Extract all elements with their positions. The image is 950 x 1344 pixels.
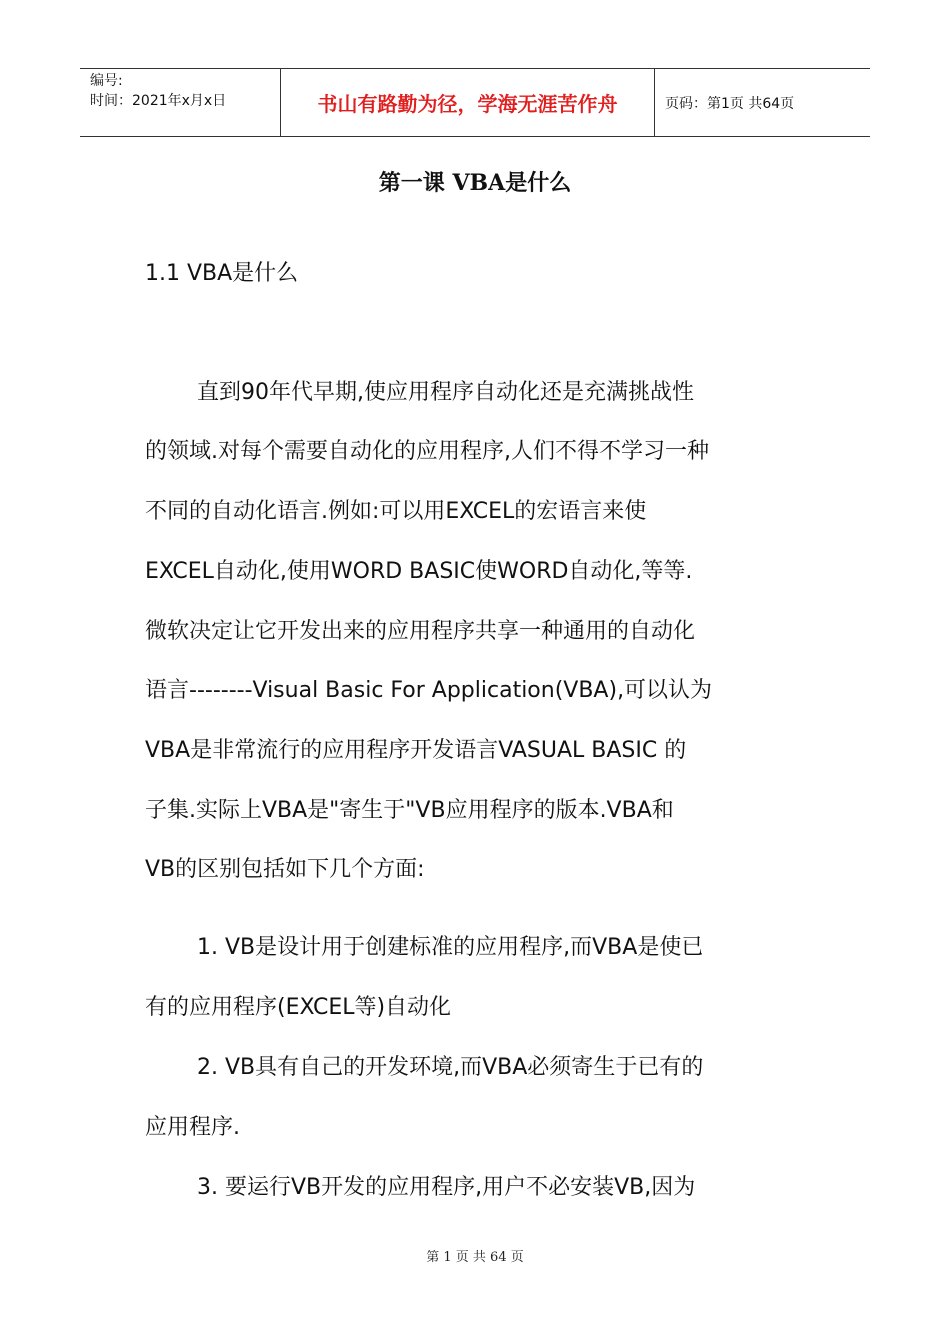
document-header — [80, 68, 870, 137]
paragraph-line: 直到90年代早期,使应用程序自动化还是充满挑战性 — [197, 380, 694, 405]
time-label: 时间：2021年x月x日 — [90, 93, 227, 109]
header-left-cell — [80, 69, 281, 136]
list-item-line: 2. VB具有自己的开发环境,而VBA必须寄生于已有的 — [197, 1055, 704, 1080]
paragraph-line: 不同的自动化语言.例如:可以用EXCEL的宏语言来使 — [145, 499, 647, 524]
header-motto-cell — [281, 69, 655, 136]
page-footer: 第 1 页 共 64 页 — [426, 1250, 524, 1265]
paragraph-line: 的领域.对每个需要自动化的应用程序,人们不得不学习一种 — [145, 439, 709, 464]
list-item-line: 3. 要运行VB开发的应用程序,用户不必安装VB,因为 — [197, 1175, 696, 1200]
paragraph-line: 子集.实际上VBA是"寄生于"VB应用程序的版本.VBA和 — [145, 798, 674, 823]
list-item-line: 有的应用程序(EXCEL等)自动化 — [145, 995, 452, 1020]
number-label: 编号: — [90, 73, 123, 89]
header-page-cell — [655, 69, 870, 136]
paragraph-line: 微软决定让它开发出来的应用程序共享一种通用的自动化 — [145, 619, 696, 644]
paragraph-line: 语言--------Visual Basic For Application(VBA),可以认为 — [145, 678, 713, 703]
page-title: 第一课 VBA是什么 — [378, 170, 572, 196]
paragraph-line: EXCEL自动化,使用WORD BASIC使WORD自动化,等等. — [145, 559, 693, 584]
page-info: 页码：第1页 共64页 — [665, 95, 795, 112]
motto-text: 书山有路勤为径，学海无涯苦作舟 — [317, 92, 618, 116]
section-heading: 1.1 VBA是什么 — [145, 261, 299, 286]
list-item-line: 应用程序. — [145, 1115, 240, 1140]
list-item-line: 1. VB是设计用于创建标准的应用程序,而VBA是使已 — [197, 935, 704, 960]
paragraph-line: VB的区别包括如下几个方面: — [145, 857, 425, 882]
paragraph-line: VBA是非常流行的应用程序开发语言VASUAL BASIC 的 — [145, 738, 687, 763]
